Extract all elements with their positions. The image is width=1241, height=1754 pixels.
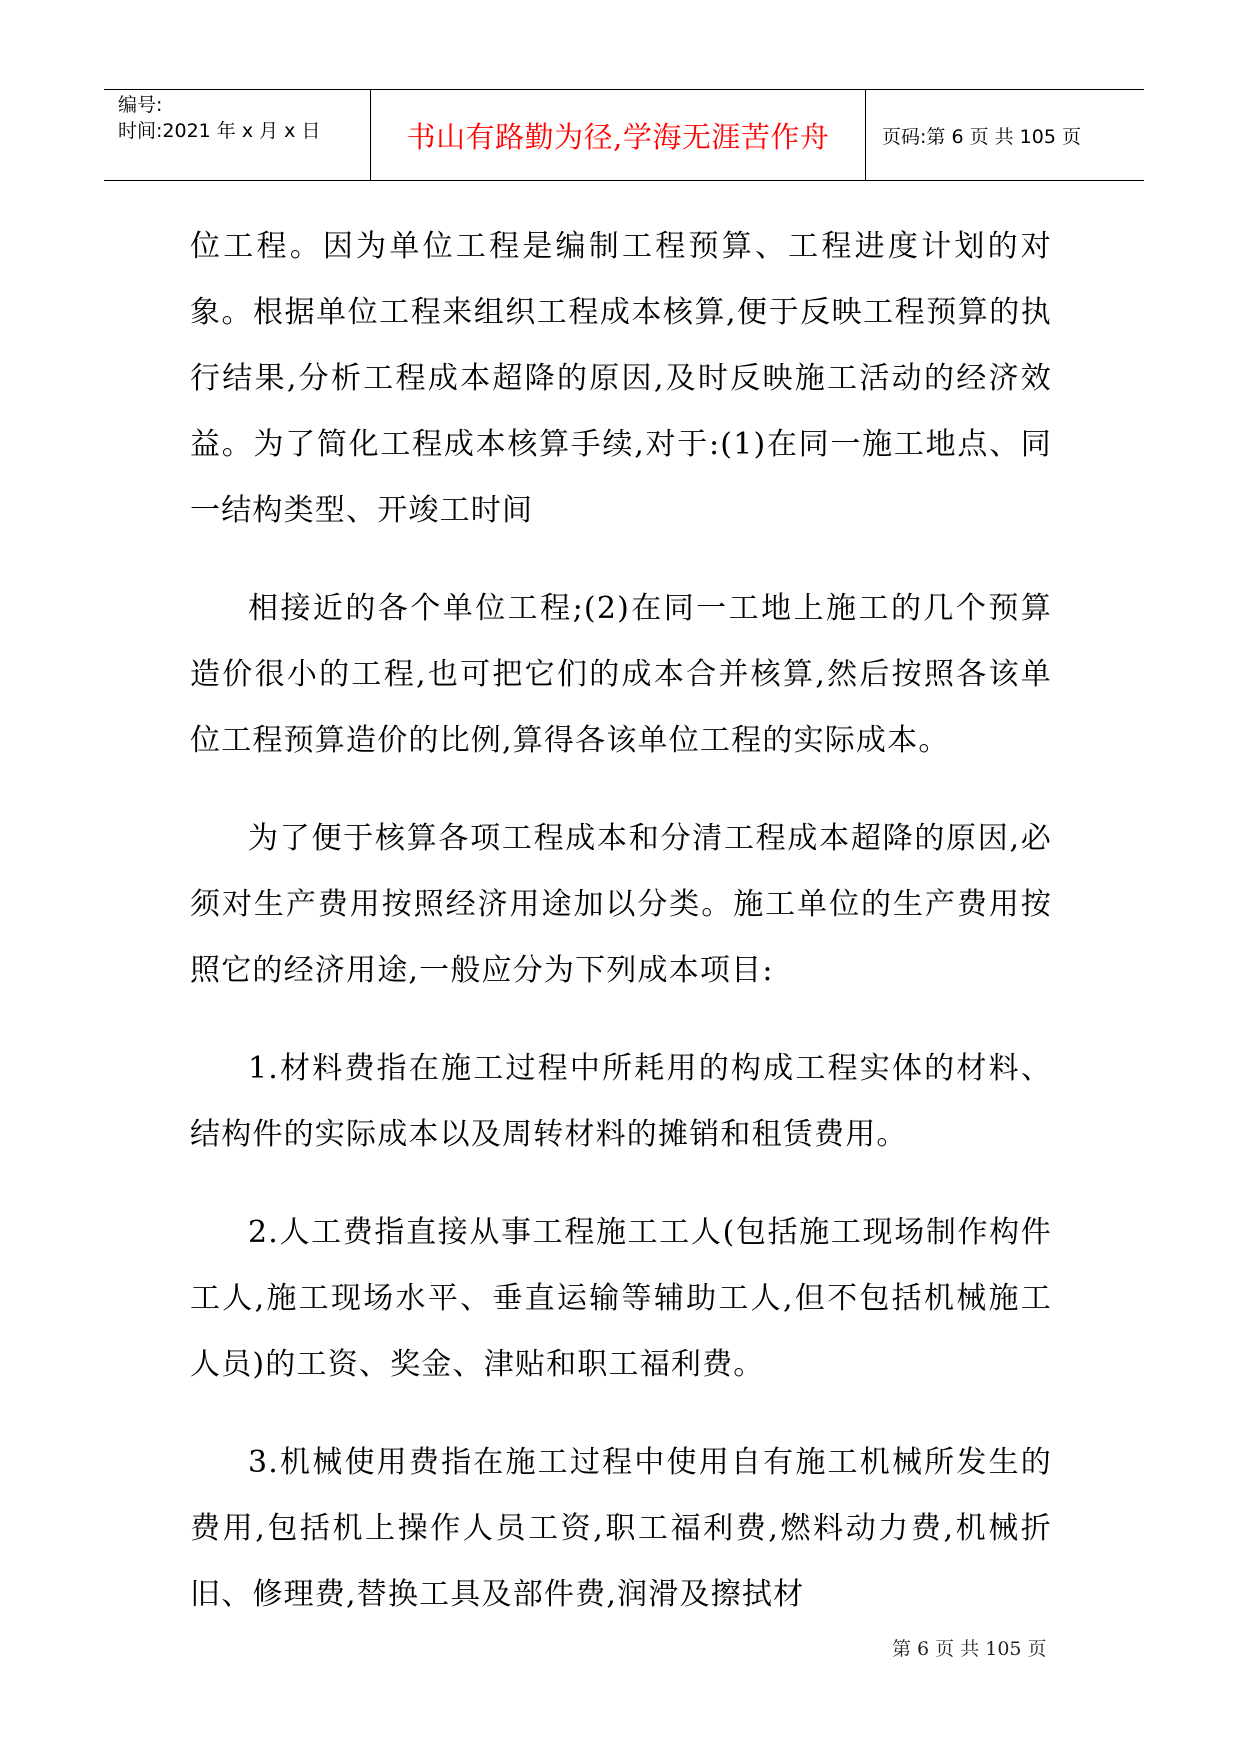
list-item-material-cost: 1.材料费指在施工过程中所耗用的构成工程实体的材料、结构件的实际成本以及周转材料的摊销和租赁费用。 xyxy=(190,1051,1052,1152)
header-meta xyxy=(104,90,370,180)
document-number-label: 编号: xyxy=(118,94,163,116)
document-body xyxy=(190,214,1052,1660)
page-header xyxy=(104,89,1144,181)
header-motto-cell xyxy=(370,90,866,180)
header-page-number: 页码:第 6 页 共 105 页 xyxy=(882,125,1081,148)
header-page-cell xyxy=(866,90,1144,180)
document-time-label: 时间:2021 年 x 月 x 日 xyxy=(118,120,321,142)
paragraph: 相接近的各个单位工程;(2)在同一工地上施工的几个预算造价很小的工程,也可把它们的成本合并核算,然后按照各该单位工程预算造价的比例,算得各该单位工程的实际成本。 xyxy=(190,591,1052,758)
header-motto: 书山有路勤为径,学海无涯苦作舟 xyxy=(406,119,830,154)
paragraph: 为了便于核算各项工程成本和分清工程成本超降的原因,必须对生产费用按照经济用途加以分类。施工单位的生产费用按照它的经济用途,一般应分为下列成本项目: xyxy=(190,821,1052,988)
list-item-labor-cost: 2.人工费指直接从事工程施工工人(包括施工现场制作构件工人,施工现场水平、垂直运输等辅助工人,但不包括机械施工人员)的工资、奖金、津贴和职工福利费。 xyxy=(190,1215,1052,1382)
page-footer: 第 6 页 共 105 页 xyxy=(892,1638,1047,1660)
paragraph-continued: 位工程。因为单位工程是编制工程预算、工程进度计划的对象。根据单位工程来组织工程成本核算,便于反映工程预算的执行结果,分析工程成本超降的原因,及时反映施工活动的经济效益。为了简化工程成本核算手续,对于:(1)在同一施工地点、同一结构类型、开竣工时间 xyxy=(190,229,1052,528)
list-item-machinery-cost: 3.机械使用费指在施工过程中使用自有施工机械所发生的费用,包括机上操作人员工资,职工福利费,燃料动力费,机械折旧、修理费,替换工具及部件费,润滑及擦拭材 xyxy=(190,1445,1052,1612)
